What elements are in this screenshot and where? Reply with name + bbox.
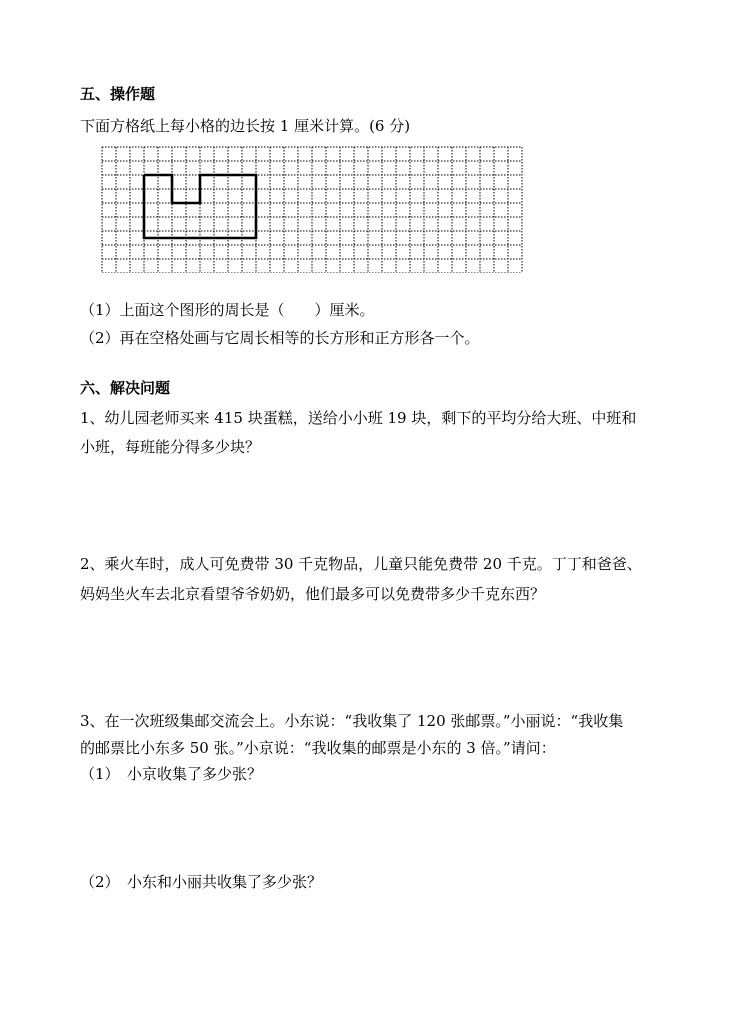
problem-1-line-1: 1、幼儿园老师买来 415 块蛋糕，送给小小班 19 块，剩下的平均分给大班、中班和 <box>80 409 637 427</box>
section-6-heading: 六、解决问题 <box>80 379 171 397</box>
question-2-draw: （2）再在空格处画与它周长相等的长方形和正方形各一个。 <box>80 329 480 347</box>
problem-3-line-1: 3、在一次班级集邮交流会上。小东说：“我收集了 120 张邮票。”小丽说：“我收集 <box>80 712 624 730</box>
section-5-heading: 五、操作题 <box>80 85 156 103</box>
question-1-perimeter: （1）上面这个图形的周长是（ ）厘米。 <box>80 301 375 319</box>
grid-paper-figure <box>100 145 524 273</box>
grid-lines <box>102 147 522 273</box>
section-5-instruction: 下面方格纸上每小格的边长按 1 厘米计算。(6 分) <box>80 117 411 135</box>
problem-3-subquestion-1: （1） 小京收集了多少张？ <box>80 765 263 783</box>
problem-2-line-1: 2、乘火车时，成人可免费带 30 千克物品，儿童只能免费带 20 千克。丁丁和爸爸、 <box>80 555 642 573</box>
problem-3-subquestion-2: （2） 小东和小丽共收集了多少张？ <box>80 873 323 891</box>
problem-3-line-2: 的邮票比小东多 50 张。”小京说：“我收集的邮票是小东的 3 倍。”请问： <box>80 739 556 757</box>
problem-1-line-2: 小班，每班能分得多少块？ <box>80 438 261 456</box>
problem-2-line-2: 妈妈坐火车去北京看望爷爷奶奶，他们最多可以免费带多少千克东西？ <box>80 585 546 603</box>
